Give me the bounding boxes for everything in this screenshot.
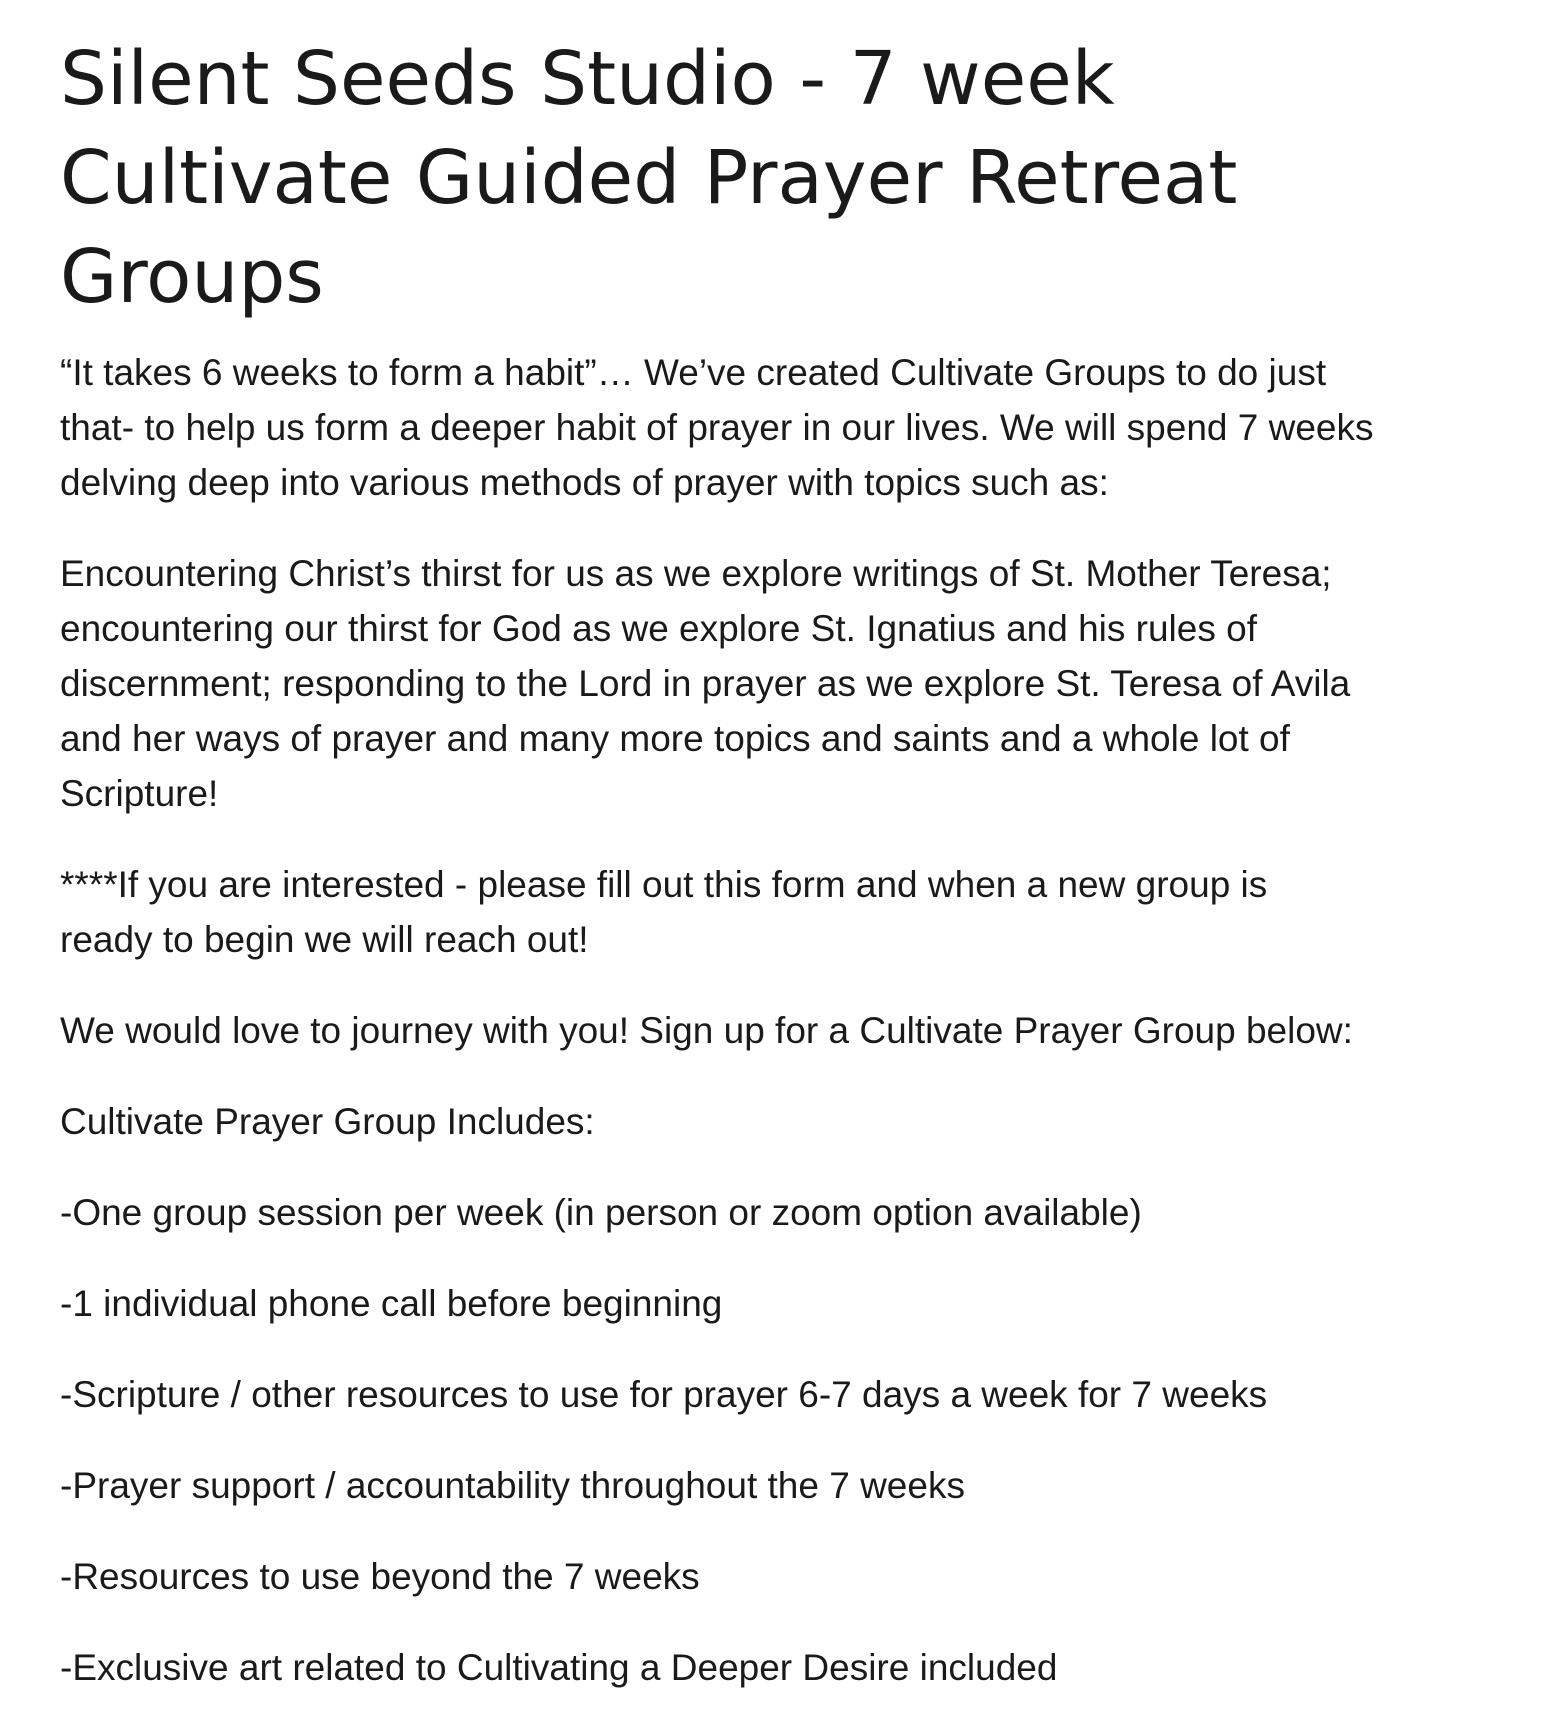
list-item: -One group session per week (in person or zoom option available)	[60, 1192, 1142, 1233]
includes-heading: Cultivate Prayer Group Includes:	[60, 1101, 595, 1142]
topics-line: Encountering Christ’s thirst for us as we explore writings of St. Mother Teresa;	[60, 553, 1332, 594]
list-item: -Prayer support / accountability throughout the 7 weeks	[60, 1465, 965, 1506]
list-item: -Resources to use beyond the 7 weeks	[60, 1556, 700, 1597]
intro-line: that- to help us form a deeper habit of prayer in our lives. We will spend 7 weeks	[60, 407, 1374, 448]
journey-paragraph: We would love to journey with you! Sign up for a Cultivate Prayer Group below:	[60, 1010, 1353, 1051]
includes-list	[60, 1185, 1485, 1695]
page-title	[60, 30, 1485, 327]
list-item: -Scripture / other resources to use for prayer 6-7 days a week for 7 weeks	[60, 1374, 1268, 1415]
intro-paragraph	[60, 345, 1485, 510]
interest-line: ****If you are interested - please fill out this form and when a new group is	[60, 864, 1268, 905]
intro-line: “It takes 6 weeks to form a habit”… We’ve created Cultivate Groups to do just	[60, 352, 1327, 393]
page-title-line: Silent Seeds Studio - 7 week	[60, 36, 1115, 122]
topics-line: and her ways of prayer and many more topics and saints and a whole lot of	[60, 718, 1290, 759]
topics-line: discernment; responding to the Lord in prayer as we explore St. Teresa of Avila	[60, 663, 1351, 704]
intro-line: delving deep into various methods of prayer with topics such as:	[60, 462, 1109, 503]
interest-line: ready to begin we will reach out!	[60, 919, 589, 960]
list-item: -1 individual phone call before beginning	[60, 1283, 723, 1324]
interest-paragraph	[60, 857, 1485, 967]
page-title-line: Cultivate Guided Prayer Retreat	[60, 135, 1238, 221]
topics-line: encountering our thirst for God as we explore St. Ignatius and his rules of	[60, 608, 1257, 649]
topics-paragraph	[60, 546, 1485, 821]
page-title-line: Groups	[60, 234, 324, 320]
topics-line: Scripture!	[60, 773, 219, 814]
list-item: -Exclusive art related to Cultivating a Deeper Desire included	[60, 1647, 1058, 1688]
